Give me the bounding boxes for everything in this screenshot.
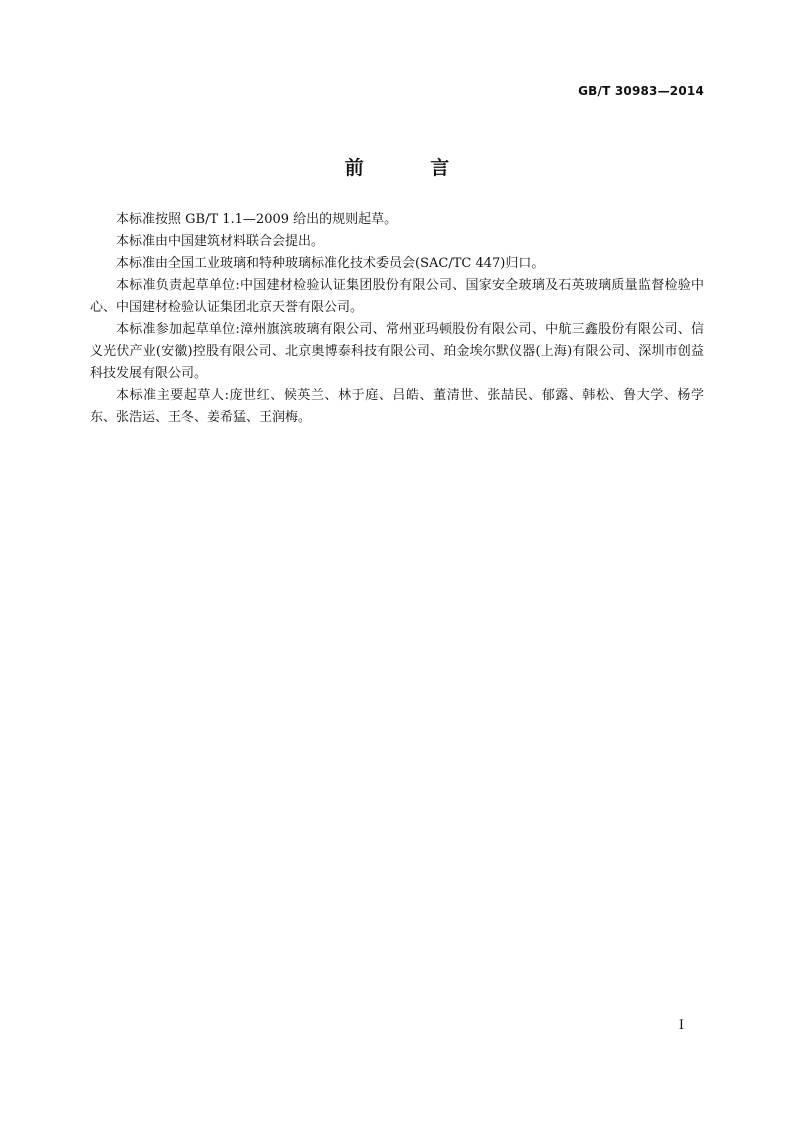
paragraph-committee: 本标准由全国工业玻璃和特种玻璃标准化技术委员会(SAC/TC 447)归口。 bbox=[116, 256, 545, 271]
paragraph-participating-units: 本标准参加起草单位:漳州旗滨玻璃有限公司、常州亚玛顿股份有限公司、中航三鑫股份有限公司、信义光伏产业(安徽)控股有限公司、北京奥博泰科技有限公司、珀金埃尔默仪器(上海)有限公司、深圳市创益科技发展有限公司。 bbox=[90, 322, 704, 381]
paragraph-proposer: 本标准由中国建筑材料联合会提出。 bbox=[116, 234, 325, 249]
page-number: I bbox=[678, 1018, 684, 1033]
paragraph-drafting-rules: 本标准按照 GB/T 1.1—2009 给出的规则起草。 bbox=[116, 212, 398, 227]
body-text bbox=[90, 209, 704, 429]
page-title: 前 言 bbox=[344, 157, 480, 179]
standard-number: GB/T 30983—2014 bbox=[578, 84, 704, 98]
paragraph-main-drafters: 本标准主要起草人:庞世红、候英兰、林于庭、吕皓、董清世、张喆民、郁露、韩松、鲁大学、杨学东、张浩运、王冬、姜希猛、王润梅。 bbox=[90, 388, 704, 425]
paragraph-responsible-units: 本标准负责起草单位:中国建材检验认证集团股份有限公司、国家安全玻璃及石英玻璃质量监督检验中心、中国建材检验认证集团北京天誉有限公司。 bbox=[90, 278, 704, 315]
